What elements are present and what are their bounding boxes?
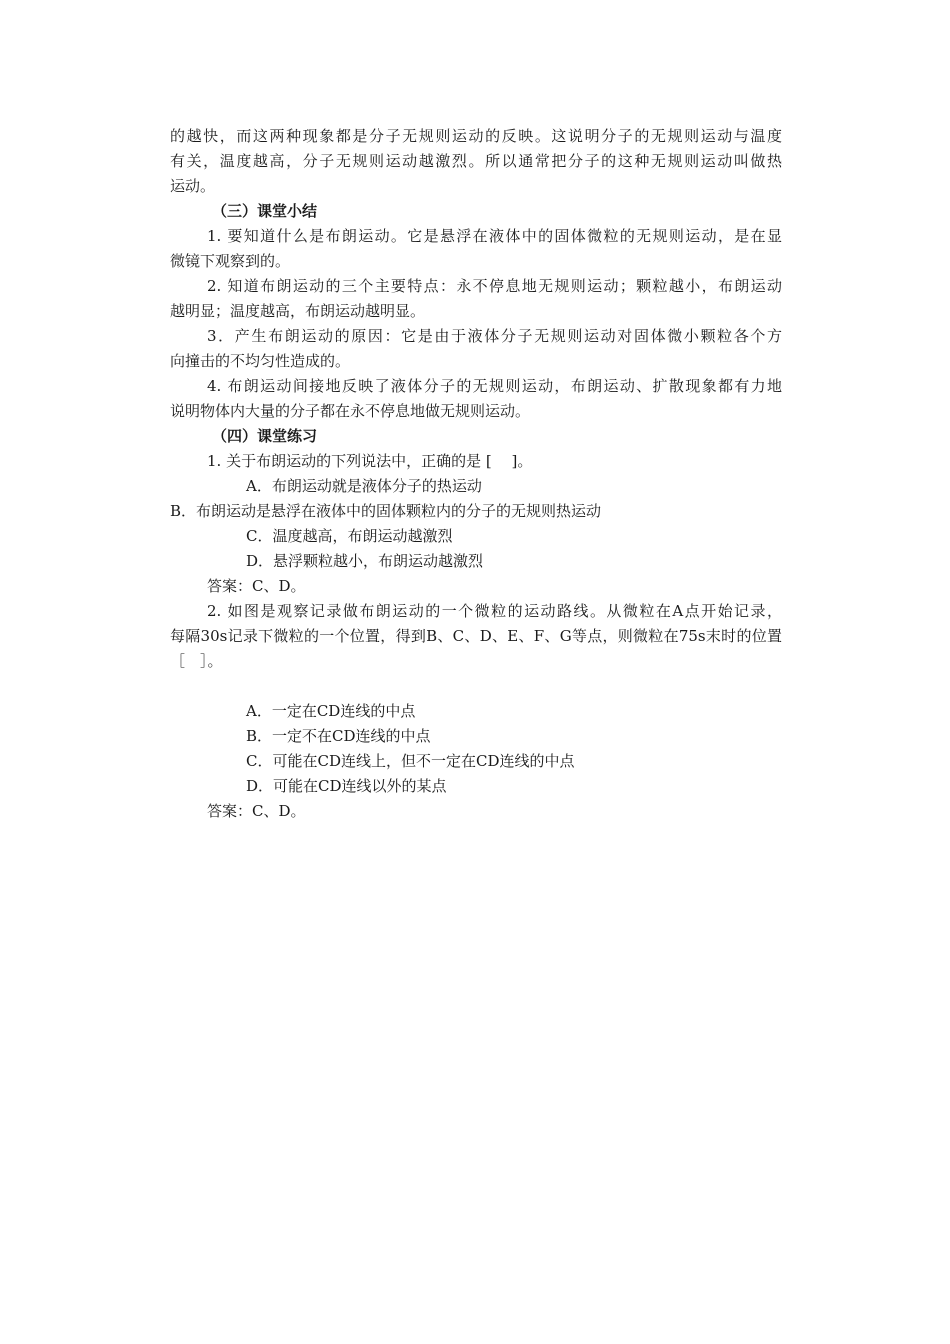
summary-item-3 xyxy=(170,324,782,374)
intro-paragraph xyxy=(170,124,782,199)
text-line: 2. 如图是观察记录做布朗运动的一个微粒的运动路线。从微粒在A点开始记录， xyxy=(207,602,782,620)
text-line: 每隔30s记录下微粒的一个位置，得到B、C、D、E、F、G等点，则微粒在75s末时的位置 xyxy=(170,627,782,645)
question-2-stem xyxy=(170,599,782,674)
section-heading-summary: （三）课堂小结 xyxy=(212,202,318,220)
question-1-option-c: C．温度越高，布朗运动越激烈 xyxy=(246,527,453,545)
text-line: 有关，温度越高，分子无规则运动越激烈。所以通常把分子的这种无规则运动叫做热 xyxy=(170,152,782,170)
summary-item-4 xyxy=(170,374,782,424)
question-1-stem: 1. 关于布朗运动的下列说法中，正确的是 [ ]。 xyxy=(207,452,533,470)
question-2-option-d: D．可能在CD连线以外的某点 xyxy=(246,777,447,795)
text-line: 运动。 xyxy=(170,177,216,195)
question-1-answer: 答案：C、D。 xyxy=(207,577,306,595)
text-line: 4. 布朗运动间接地反映了液体分子的无规则运动，布朗运动、扩散现象都有力地 xyxy=(207,377,782,395)
question-1-option-a: A．布朗运动就是液体分子的热运动 xyxy=(246,477,482,495)
text-line: 1. 要知道什么是布朗运动。它是悬浮在液体中的固体微粒的无规则运动，是在显 xyxy=(207,227,782,245)
text-line: 的越快，而这两种现象都是分子无规则运动的反映。这说明分子的无规则运动与温度 xyxy=(170,127,782,145)
summary-item-1 xyxy=(170,224,782,274)
summary-item-2 xyxy=(170,274,782,324)
figure-placeholder xyxy=(170,674,782,699)
text-line: 3．产生布朗运动的原因：它是由于液体分子无规则运动对固体微小颗粒各个方 xyxy=(207,327,782,345)
text-line: ［ ］。 xyxy=(170,652,223,670)
text-line: 微镜下观察到的。 xyxy=(170,252,291,270)
question-1-option-d: D．悬浮颗粒越小，布朗运动越激烈 xyxy=(246,552,484,570)
question-2-option-c: C．可能在CD连线上，但不一定在CD连线的中点 xyxy=(246,752,575,770)
section-heading-practice: （四）课堂练习 xyxy=(212,427,318,445)
question-2-option-a: A．一定在CD连线的中点 xyxy=(246,702,416,720)
text-line: 说明物体内大量的分子都在永不停息地做无规则运动。 xyxy=(170,402,531,420)
text-line: 越明显；温度越高，布朗运动越明显。 xyxy=(170,302,426,320)
question-2-answer: 答案：C、D。 xyxy=(207,802,306,820)
text-line: 向撞击的不均匀性造成的。 xyxy=(170,352,351,370)
question-2-option-b: B．一定不在CD连线的中点 xyxy=(246,727,431,745)
document-page xyxy=(170,124,782,824)
text-line: 2. 知道布朗运动的三个主要特点：永不停息地无规则运动；颗粒越小，布朗运动 xyxy=(207,277,782,295)
question-1-option-b: B．布朗运动是悬浮在液体中的固体颗粒内的分子的无规则热运动 xyxy=(170,502,602,520)
